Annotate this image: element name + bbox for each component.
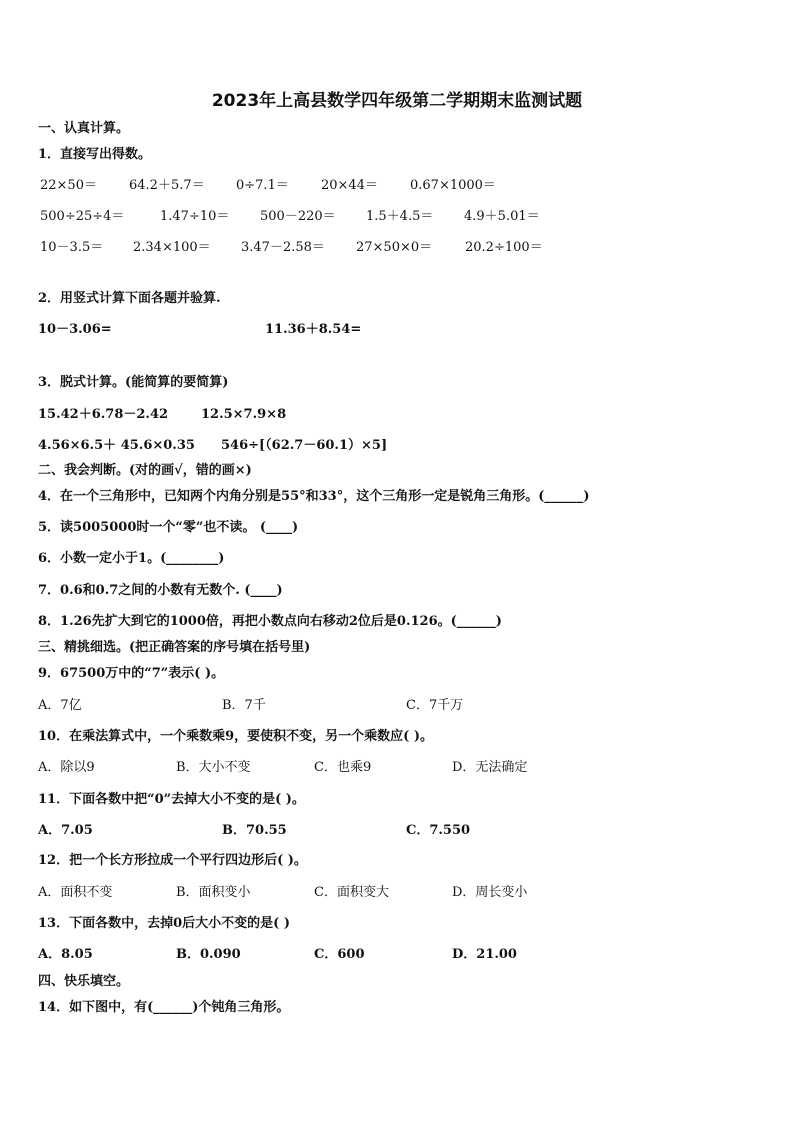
- calc-cell: 22×50＝: [40, 178, 97, 193]
- question-8: 8．1.26先扩大到它的1000倍，再把小数点向右移动2位后是0.126。(______): [38, 614, 502, 629]
- question-12-stem: 12．把一个长方形拉成一个平行四边形后( )。: [38, 853, 307, 868]
- option-a: A．除以9: [38, 760, 95, 775]
- calc-cell: 0÷7.1＝: [236, 178, 289, 193]
- option-d: D．无法确定: [452, 760, 528, 775]
- question-7: 7．0.6和0.7之间的小数有无数个. (____): [38, 583, 283, 598]
- section-1-heading: 一、认真计算。: [38, 121, 130, 136]
- option-a: A．面积不变: [38, 885, 113, 900]
- question-11-stem: 11．下面各数中把“0”去掉大小不变的是( )。: [38, 792, 305, 807]
- calc-cell: 20×44＝: [321, 178, 378, 193]
- option-c: C．7.550: [406, 823, 471, 838]
- section-3-heading: 三、精挑细选。(把正确答案的序号填在括号里): [38, 640, 311, 655]
- calc-cell: 0.67×1000＝: [410, 178, 496, 193]
- step-calc-item: 12.5×7.9×8: [201, 407, 287, 422]
- page-title: 2023年上高县数学四年级第二学期期末监测试题: [211, 91, 583, 111]
- vertical-calc-item: 10－3.06=: [38, 322, 112, 337]
- step-calc-item: 546÷[（62.7－60.1）×5]: [221, 438, 388, 453]
- question-10-stem: 10．在乘法算式中，一个乘数乘9，要使积不变，另一个乘数应( )。: [38, 729, 433, 744]
- section-2-heading: 二、我会判断。(对的画√，错的画×): [38, 463, 252, 478]
- option-b: B．面积变小: [176, 885, 251, 900]
- vertical-calc-item: 11.36＋8.54=: [265, 322, 362, 337]
- calc-cell: 27×50×0＝: [356, 240, 433, 255]
- calc-cell: 64.2＋5.7＝: [129, 178, 205, 193]
- option-d: D．21.00: [452, 947, 517, 962]
- step-calc-item: 15.42＋6.78－2.42: [38, 407, 169, 422]
- calc-cell: 1.47÷10＝: [160, 209, 230, 224]
- option-b: B．大小不变: [176, 760, 251, 775]
- section-4-heading: 四、快乐填空。: [38, 974, 130, 989]
- calc-cell: 4.9＋5.01＝: [464, 209, 540, 224]
- question-9-stem: 9．67500万中的“7”表示( )。: [38, 666, 225, 681]
- option-d: D．周长变小: [452, 885, 528, 900]
- option-c: C．7千万: [406, 698, 464, 713]
- step-calc-item: 4.56×6.5＋ 45.6×0.35: [38, 438, 195, 453]
- question-13-stem: 13．下面各数中，去掉0后大小不变的是( ): [38, 916, 290, 931]
- option-a: A．7.05: [38, 823, 93, 838]
- calc-cell: 1.5＋4.5＝: [366, 209, 434, 224]
- option-b: B．7千: [222, 698, 266, 713]
- calc-cell: 2.34×100＝: [133, 240, 211, 255]
- option-c: C．面积变大: [314, 885, 389, 900]
- calc-cell: 10－3.5＝: [40, 240, 104, 255]
- option-a: A．8.05: [38, 947, 93, 962]
- calc-cell: 500÷25÷4＝: [40, 209, 125, 224]
- option-c: C．600: [314, 947, 365, 962]
- question-3-label: 3．脱式计算。(能简算的要简算): [38, 375, 229, 390]
- question-5: 5．读5005000时一个“零”也不读。 (____): [38, 520, 299, 535]
- question-4: 4．在一个三角形中，已知两个内角分别是55°和33°，这个三角形一定是锐角三角形。(______): [38, 489, 590, 504]
- option-a: A．7亿: [38, 698, 82, 713]
- option-b: B．70.55: [222, 823, 287, 838]
- option-b: B．0.090: [176, 947, 241, 962]
- question-2-label: 2．用竖式计算下面各题并验算.: [38, 291, 221, 306]
- question-14: 14．如下图中，有(______)个钝角三角形。: [38, 1000, 290, 1015]
- option-c: C．也乘9: [314, 760, 372, 775]
- calc-cell: 500－220＝: [260, 209, 336, 224]
- calc-cell: 3.47－2.58＝: [241, 240, 325, 255]
- question-1-label: 1．直接写出得数。: [38, 147, 152, 162]
- calc-cell: 20.2÷100＝: [465, 240, 543, 255]
- question-6: 6．小数一定小于1。(________): [38, 551, 225, 566]
